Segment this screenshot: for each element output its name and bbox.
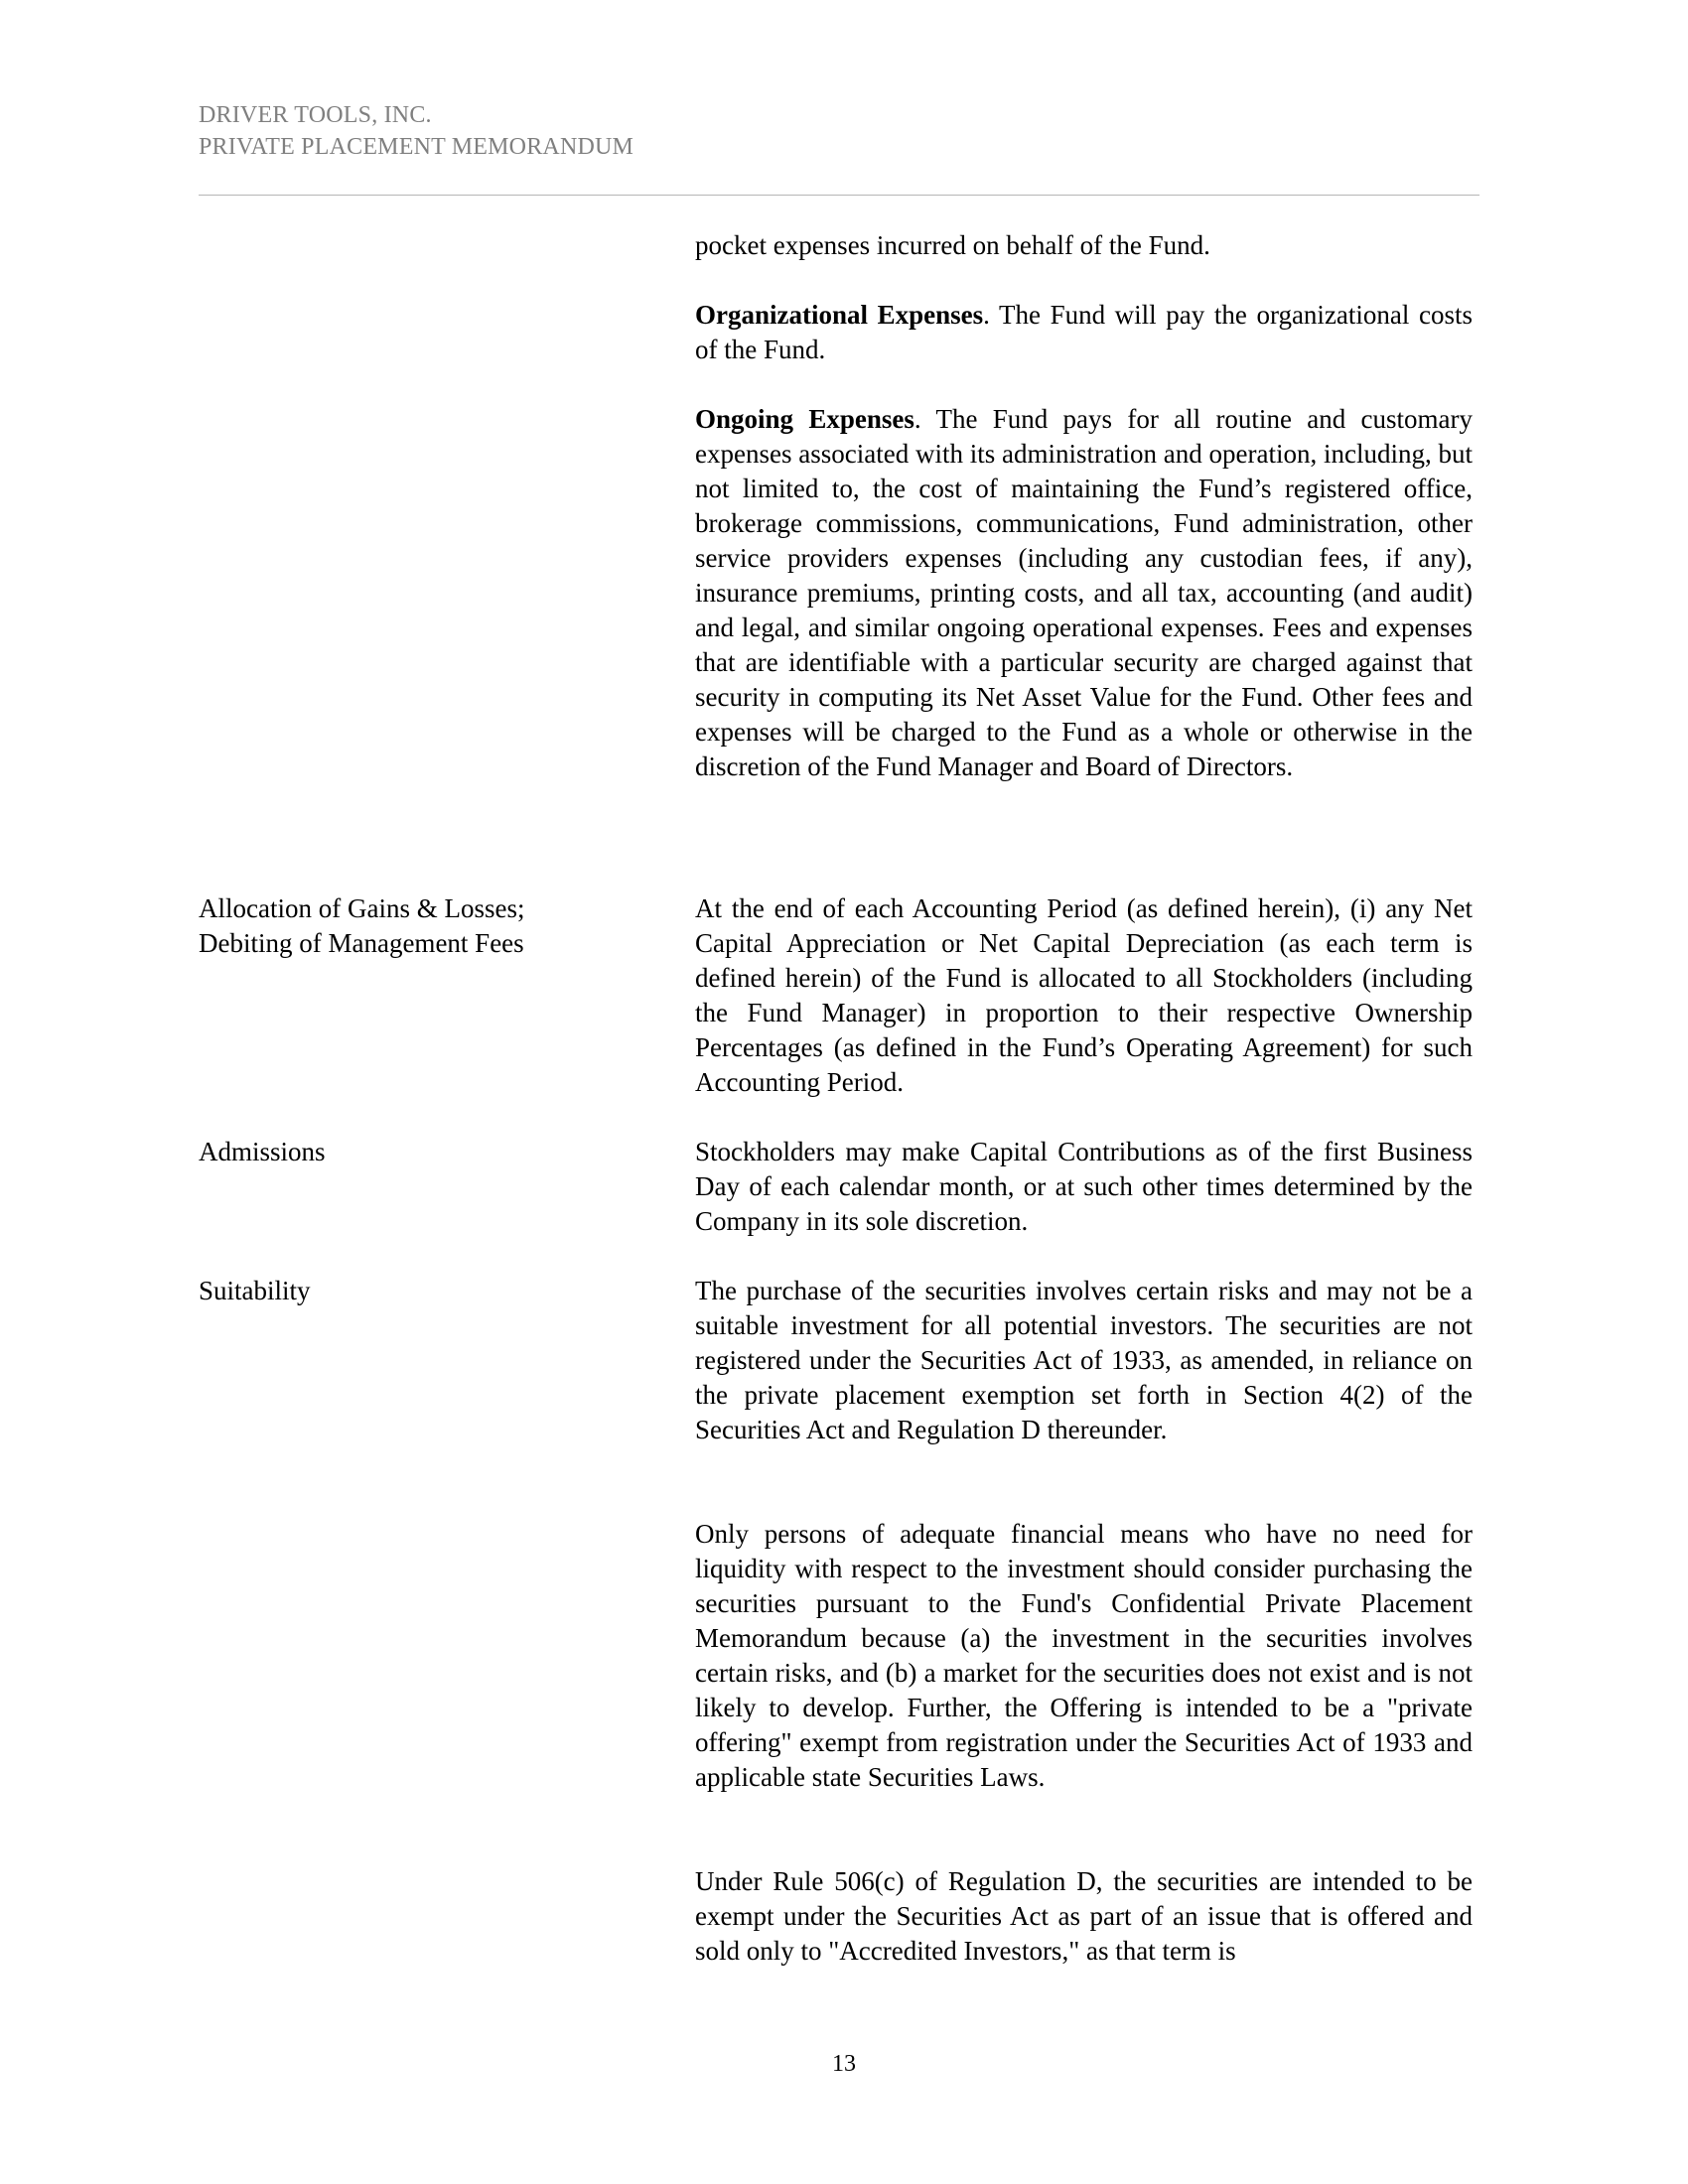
admissions-paragraph	[695, 1135, 1473, 1239]
header-divider	[199, 195, 1479, 196]
ongoing-expenses-heading: Ongoing Expenses	[695, 404, 914, 434]
admissions-label: Admissions	[199, 1137, 326, 1166]
organizational-expenses-paragraph	[695, 298, 1473, 367]
pocket-expenses-paragraph	[695, 228, 1473, 263]
running-header	[199, 99, 633, 163]
suitability-text-1: The purchase of the securities involves certain risks and may not be a suitable investment for all potential investors. The securities are not registered under the Securities Act of 1933, as amended, in reliance on the private placement exemption set forth in Section 4(2) of the Securities Act and Regulation D thereunder.	[695, 1276, 1473, 1444]
suitability-label: Suitability	[199, 1276, 311, 1305]
ongoing-expenses-text: . The Fund pays for all routine and customary expenses associated with its administration and operation, including, but not limited to, the cost of maintaining the Fund’s registered office, brokerage commissions, communications, Fund administration, other service providers expenses (including any custodian fees, if any), insurance premiums, printing costs, and all tax, accounting (and audit) and legal, and similar ongoing operational expenses. Fees and expenses that are identifiable with a particular security are charged against that security in computing its Net Asset Value for the Fund. Other fees and expenses will be charged to the Fund as a whole or otherwise in the discretion of the Fund Manager and Board of Directors.	[695, 404, 1473, 781]
allocation-label-line2: Debiting of Management Fees	[199, 928, 524, 958]
header-company: DRIVER TOOLS, INC.	[199, 102, 432, 128]
allocation-paragraph	[695, 891, 1473, 1100]
ongoing-expenses-paragraph	[695, 402, 1473, 784]
suitability-paragraph-2	[695, 1517, 1473, 1795]
suitability-text-2: Only persons of adequate financial means who have no need for liquidity with respect to the investment should consider purchasing the securities pursuant to the Fund's Confidential Private Placement Memorandum because (a) the investment in the securities involves certain risks, and (b) a market for the securities does not exist and is not likely to develop. Further, the Offering is intended to be a "private offering" exempt from registration under the Securities Act of 1933 and applicable state Securities Laws.	[695, 1519, 1473, 1792]
header-document-title: PRIVATE PLACEMENT MEMORANDUM	[199, 134, 634, 160]
organizational-expenses-text: . The Fund will pay the organizational costs of the Fund.	[695, 300, 1473, 364]
pocket-expenses-text: pocket expenses incurred on behalf of the Fund.	[695, 230, 1210, 260]
page-number: 13	[832, 2051, 856, 2077]
organizational-expenses-heading: Organizational Expenses	[695, 300, 984, 330]
suitability-paragraph-1	[695, 1274, 1473, 1447]
allocation-text: At the end of each Accounting Period (as defined herein), (i) any Net Capital Appreciation or Net Capital Depreciation (as each term is defined herein) of the Fund is allocated to all Stockholders (including the Fund Manager) in proportion to their respective Ownership Percentages (as defined in the Fund’s Operating Agreement) for such Accounting Period.	[695, 893, 1473, 1097]
admissions-text: Stockholders may make Capital Contributions as of the first Business Day of each calendar month, or at such other times determined by the Company in its sole discretion.	[695, 1137, 1473, 1236]
allocation-label-line1: Allocation of Gains & Losses;	[199, 893, 525, 923]
suitability-text-3: Under Rule 506(c) of Regulation D, the securities are intended to be exempt under the Securities Act as part of an issue that is offered and sold only to "Accredited Investors," as that term is	[695, 1866, 1473, 1966]
allocation-label	[199, 891, 665, 961]
suitability-paragraph-3	[695, 1864, 1473, 1969]
